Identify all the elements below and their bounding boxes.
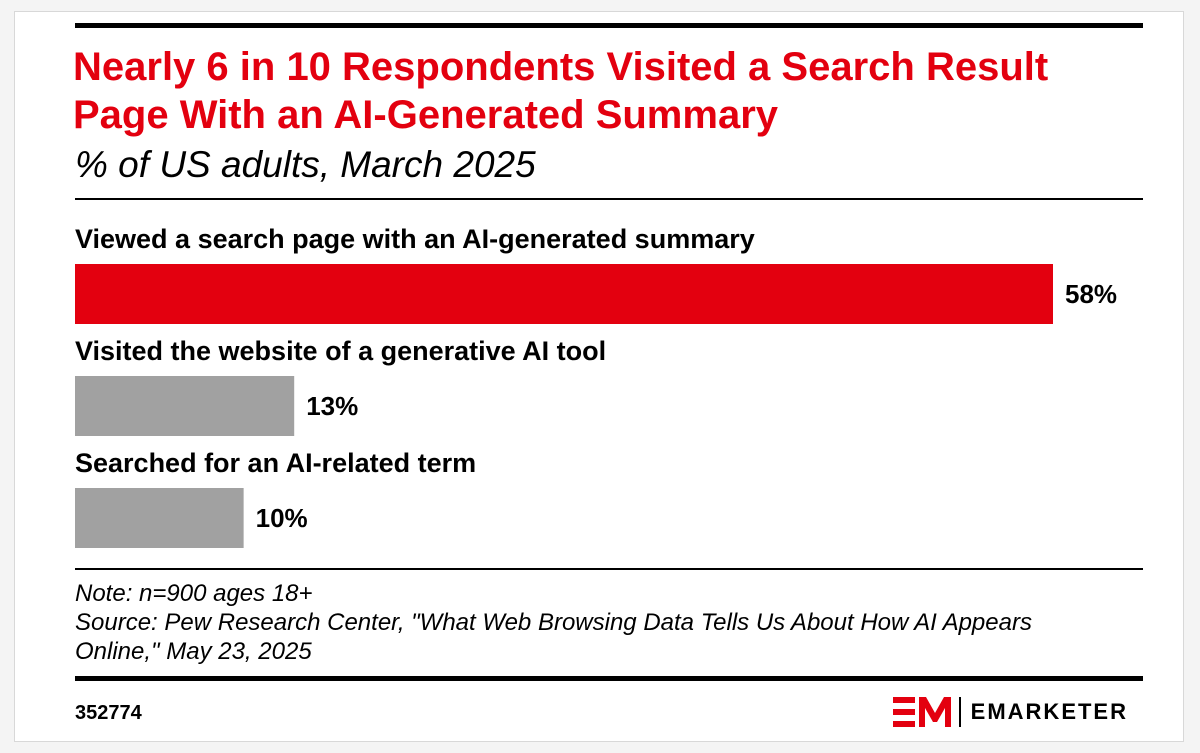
- em-logo-icon: [893, 695, 951, 729]
- brand-logo: [893, 695, 1128, 729]
- chart-subtitle: % of US adults, March 2025: [75, 144, 536, 185]
- bar: [75, 488, 244, 548]
- chart-card: [14, 11, 1184, 742]
- value-label: 13%: [306, 391, 359, 421]
- value-label: 58%: [1065, 279, 1118, 309]
- bar: [75, 376, 294, 436]
- notes-divider: [75, 568, 1143, 570]
- category-label: Viewed a search page with an AI-generated summary: [75, 224, 755, 254]
- value-label: 10%: [255, 503, 308, 533]
- bottom-rule: [75, 676, 1143, 681]
- chart-title: Nearly 6 in 10 Respondents Visited a Search Result Page With an AI-Generated Summary: [73, 45, 1049, 137]
- category-label: Searched for an AI-related term: [75, 448, 477, 478]
- source-text-line-1: Source: Pew Research Center, "What Web Browsing Data Tells Us About How AI Appears: [75, 609, 1032, 636]
- source-text-line-2: Online," May 23, 2025: [75, 638, 312, 665]
- bar-chart: [15, 12, 1185, 572]
- chart-id: 352774: [75, 702, 142, 724]
- category-label: Visited the website of a generative AI tool: [75, 336, 607, 366]
- notes-block: [75, 579, 1155, 666]
- note-text: Note: n=900 ages 18+: [75, 580, 313, 607]
- brand-name: EMARKETER: [970, 699, 1128, 724]
- bar: [75, 264, 1053, 324]
- logo-separator: [959, 697, 961, 727]
